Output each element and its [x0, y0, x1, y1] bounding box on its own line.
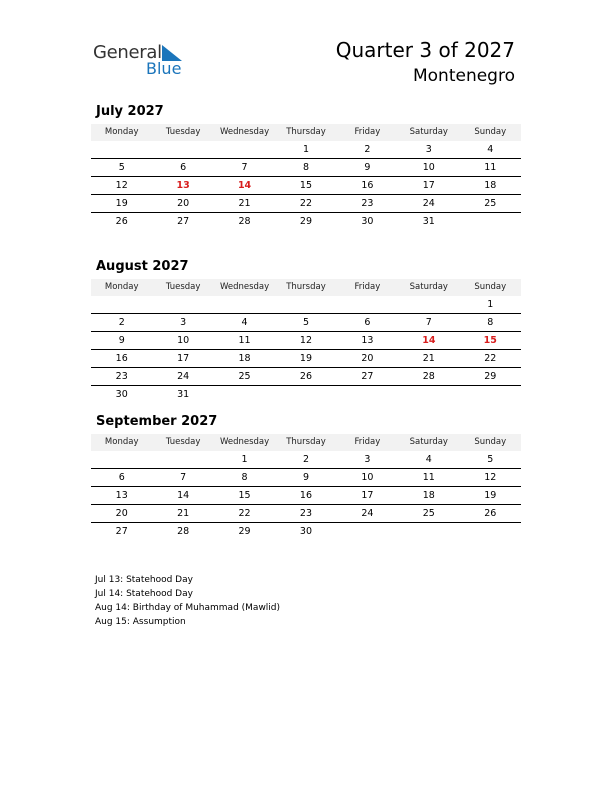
day-cell: 24 [177, 371, 190, 382]
day-cell: 1 [302, 144, 309, 155]
day-cell: 18 [238, 353, 251, 364]
logo-general-text: General [93, 42, 162, 63]
day-cell: 7 [241, 162, 248, 173]
day-cell: 10 [422, 162, 435, 173]
day-cell [337, 386, 398, 403]
day-cell: 22 [299, 198, 313, 209]
day-cell [337, 296, 398, 313]
day-cell: 8 [487, 317, 494, 328]
holiday-day-cell: 13 [176, 180, 190, 191]
weekday-header-row [91, 434, 521, 451]
day-cell: 22 [484, 353, 497, 364]
day-cell [460, 523, 521, 540]
day-cell: 13 [361, 335, 374, 346]
day-cell: 5 [118, 162, 125, 173]
day-cell: 25 [422, 508, 435, 519]
weekday-header-wednesday: Wednesday [219, 282, 270, 292]
week-row [91, 195, 521, 213]
day-cell [91, 141, 152, 158]
weekday-header-tuesday: Tuesday [165, 127, 201, 137]
week-row [91, 314, 521, 332]
day-cell: 25 [238, 371, 251, 382]
weekday-header-monday: Monday [104, 127, 139, 137]
day-cell: 15 [238, 490, 251, 501]
weekday-header-sunday: Sunday [474, 437, 507, 447]
week-row [91, 487, 521, 505]
day-cell: 9 [302, 472, 309, 483]
day-cell [152, 296, 213, 313]
weekday-header-saturday: Saturday [409, 437, 448, 447]
week-row [91, 141, 521, 159]
day-cell [275, 386, 336, 403]
day-cell: 7 [425, 317, 432, 328]
holiday-notes [95, 573, 280, 629]
day-cell: 16 [299, 490, 313, 501]
day-cell: 10 [361, 472, 374, 483]
weekday-header-saturday: Saturday [409, 282, 448, 292]
day-cell: 31 [422, 216, 435, 227]
day-cell: 23 [115, 371, 128, 382]
day-cell: 11 [484, 162, 497, 173]
month-calendar-september [91, 413, 521, 540]
day-cell: 24 [422, 198, 435, 209]
weekday-header-friday: Friday [354, 437, 381, 447]
week-row [91, 159, 521, 177]
day-cell: 20 [361, 353, 374, 364]
day-cell: 5 [487, 454, 494, 465]
day-cell: 21 [177, 508, 190, 519]
day-cell: 19 [299, 353, 313, 364]
day-cell: 8 [302, 162, 309, 173]
day-cell: 13 [115, 490, 128, 501]
day-cell: 9 [364, 162, 371, 173]
day-cell: 19 [115, 198, 128, 209]
day-cell: 27 [115, 526, 128, 537]
weekday-header-tuesday: Tuesday [165, 282, 201, 292]
week-row [91, 213, 521, 230]
weekday-header-tuesday: Tuesday [165, 437, 201, 447]
weekday-header-thursday: Thursday [286, 282, 326, 292]
day-cell: 11 [422, 472, 435, 483]
day-cell: 7 [180, 472, 187, 483]
day-cell [214, 296, 275, 313]
weekday-header-wednesday: Wednesday [219, 437, 270, 447]
day-cell: 2 [302, 454, 309, 465]
weekday-header-thursday: Thursday [286, 437, 326, 447]
weekday-header-monday: Monday [104, 437, 139, 447]
day-cell: 23 [361, 198, 374, 209]
day-cell: 21 [422, 353, 435, 364]
day-cell: 12 [484, 472, 497, 483]
day-cell: 26 [484, 508, 497, 519]
day-cell [275, 296, 336, 313]
day-cell: 1 [487, 299, 494, 310]
day-cell: 3 [425, 144, 432, 155]
day-cell: 30 [361, 216, 374, 227]
day-cell: 23 [299, 508, 313, 519]
day-cell: 27 [361, 371, 374, 382]
day-cell: 21 [238, 198, 251, 209]
day-cell: 1 [241, 454, 248, 465]
weekday-header-row [91, 279, 521, 296]
day-cell [398, 296, 459, 313]
day-cell [214, 141, 275, 158]
day-cell: 6 [118, 472, 125, 483]
day-cell: 4 [425, 454, 432, 465]
month-calendar-august [91, 258, 521, 403]
holiday-note: Jul 13: Statehood Day [95, 575, 193, 585]
day-cell: 17 [177, 353, 190, 364]
holiday-note: Aug 14: Birthday of Muhammad (Mawlid) [95, 603, 281, 613]
day-cell: 18 [422, 490, 435, 501]
month-title: September 2027 [96, 414, 218, 429]
weekday-header-monday: Monday [104, 282, 139, 292]
day-cell: 14 [177, 490, 190, 501]
weekday-header-sunday: Sunday [474, 282, 507, 292]
day-cell [398, 386, 459, 403]
day-cell: 17 [361, 490, 374, 501]
day-cell: 10 [177, 335, 190, 346]
day-cell [337, 523, 398, 540]
country-name: Montenegro [412, 66, 515, 86]
day-cell [214, 386, 275, 403]
holiday-day-cell: 15 [483, 335, 497, 346]
day-cell [91, 296, 152, 313]
day-cell: 12 [299, 335, 313, 346]
week-row [91, 523, 521, 540]
weekday-header-wednesday: Wednesday [219, 127, 270, 137]
weekday-header-row [91, 124, 521, 141]
month-calendar-july [91, 103, 521, 230]
day-cell: 2 [118, 317, 125, 328]
day-cell [152, 451, 213, 468]
day-cell: 12 [115, 180, 128, 191]
holiday-note: Aug 15: Assumption [95, 617, 186, 627]
month-title: August 2027 [96, 259, 189, 274]
weekday-header-thursday: Thursday [286, 127, 326, 137]
weekday-header-friday: Friday [354, 282, 381, 292]
day-cell: 30 [115, 389, 128, 400]
week-row [91, 386, 521, 403]
day-cell: 25 [484, 198, 497, 209]
weekday-header-sunday: Sunday [474, 127, 507, 137]
day-cell: 28 [422, 371, 435, 382]
day-cell: 3 [364, 454, 371, 465]
day-cell: 26 [299, 371, 313, 382]
day-cell: 28 [238, 216, 251, 227]
day-cell: 29 [238, 526, 251, 537]
day-cell: 29 [484, 371, 497, 382]
week-row [91, 177, 521, 195]
day-cell: 24 [361, 508, 374, 519]
day-cell: 2 [364, 144, 371, 155]
week-row [91, 332, 521, 350]
day-cell: 28 [177, 526, 190, 537]
day-cell: 8 [241, 472, 248, 483]
day-cell: 27 [177, 216, 190, 227]
day-cell: 20 [177, 198, 190, 209]
week-row [91, 451, 521, 469]
logo-blue-text: Blue [146, 59, 182, 78]
week-row [91, 469, 521, 487]
day-cell: 20 [115, 508, 128, 519]
day-cell: 16 [115, 353, 128, 364]
week-row [91, 505, 521, 523]
week-row [91, 368, 521, 386]
day-cell: 16 [361, 180, 374, 191]
generalblue-logo [93, 42, 193, 78]
day-cell [460, 386, 521, 403]
day-cell: 30 [299, 526, 313, 537]
holiday-day-cell: 14 [237, 180, 252, 191]
page-title: Quarter 3 of 2027 [335, 38, 515, 62]
day-cell: 4 [487, 144, 494, 155]
day-cell: 3 [180, 317, 187, 328]
day-cell [91, 451, 152, 468]
day-cell [152, 141, 213, 158]
weekday-header-saturday: Saturday [409, 127, 448, 137]
day-cell: 6 [180, 162, 187, 173]
day-cell: 5 [302, 317, 309, 328]
week-row [91, 296, 521, 314]
day-cell [398, 523, 459, 540]
week-row [91, 350, 521, 368]
month-title: July 2027 [96, 104, 164, 119]
day-cell: 11 [238, 335, 251, 346]
day-cell: 31 [177, 389, 190, 400]
day-cell: 19 [484, 490, 497, 501]
day-cell: 29 [299, 216, 313, 227]
holiday-day-cell: 14 [422, 335, 436, 346]
day-cell [460, 213, 521, 230]
holiday-note: Jul 14: Statehood Day [95, 589, 193, 599]
day-cell: 6 [364, 317, 371, 328]
day-cell: 4 [241, 317, 248, 328]
day-cell: 26 [115, 216, 128, 227]
day-cell: 17 [422, 180, 435, 191]
day-cell: 22 [238, 508, 251, 519]
weekday-header-friday: Friday [354, 127, 381, 137]
day-cell: 9 [118, 335, 125, 346]
day-cell: 18 [484, 180, 497, 191]
day-cell: 15 [299, 180, 313, 191]
